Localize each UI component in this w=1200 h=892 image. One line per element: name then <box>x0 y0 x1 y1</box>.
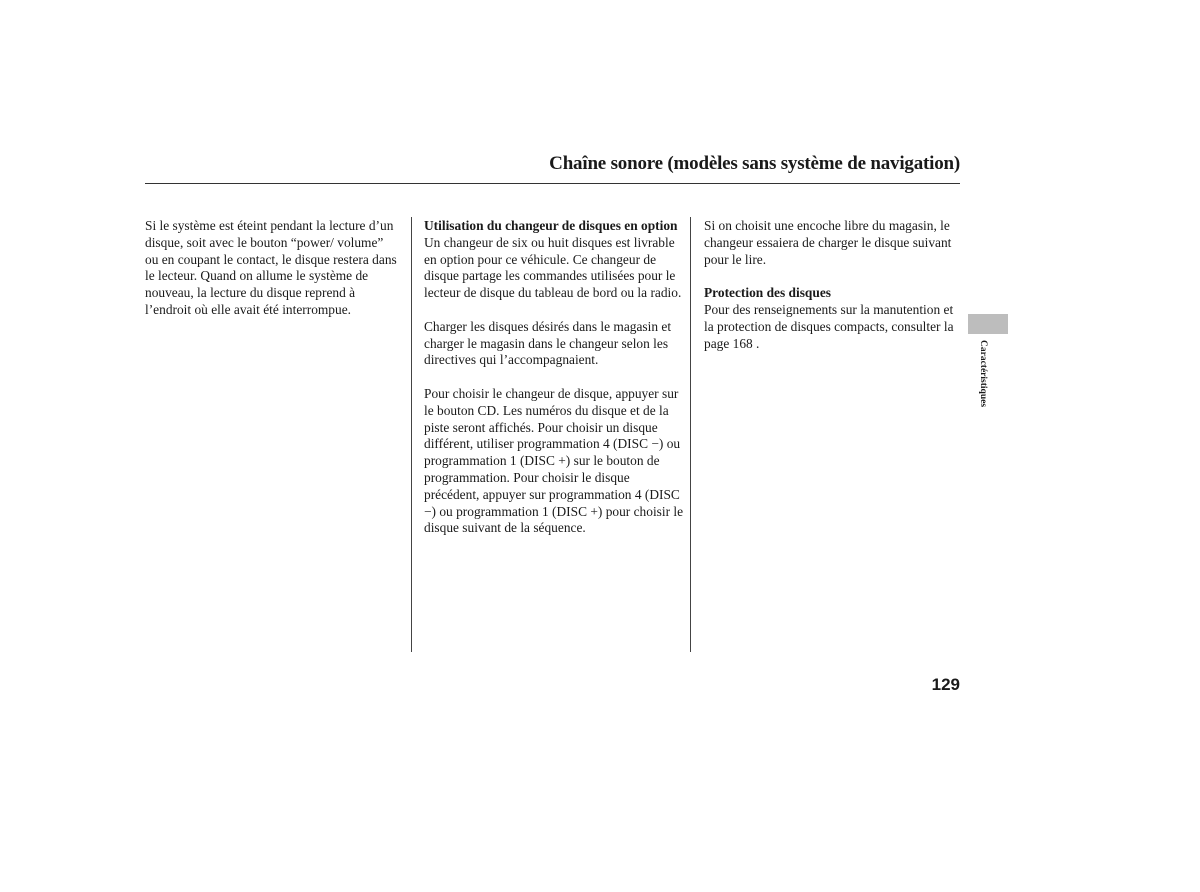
column-3-section <box>704 285 962 352</box>
column-divider-1 <box>411 217 412 652</box>
column-2-paragraph-3: Pour choisir le changeur de disque, appuyer sur le bouton CD. Les numéros du disque et de la piste seront affichés. Pour choisir un disque différent, utiliser programmation 4 (DISC −) ou programmation 1 (DISC +) sur le bouton de programmation. Pour choisir le disque précédent, appuyer sur programmation 4 (DISC −) ou programmation 1 (DISC +) pour choisir le disque suivant de la séquence. <box>424 385 684 536</box>
column-divider-2 <box>690 217 691 652</box>
section-side-label: Caractéristiques <box>978 340 988 408</box>
column-3-paragraph-2: Pour des renseignements sur la manutention et la protection de disques compacts, consulter la page 168 . <box>704 301 954 351</box>
column-2-paragraph-2: Charger les disques désirés dans le magasin et charger le magasin dans le changeur selon les directives qui l’accompagnaient. <box>424 318 672 368</box>
disc-changer-heading: Utilisation du changeur de disques en option <box>424 218 678 233</box>
column-1 <box>145 218 400 336</box>
section-side-tab <box>968 314 1008 334</box>
header-rule <box>145 183 960 184</box>
column-2-paragraph-1: Un changeur de six ou huit disques est livrable en option pour ce véhicule. Ce changeur de disque partage les commandes utilisées pour le lecteur de disque du tableau de bord ou la radio. <box>424 234 682 301</box>
disc-protection-heading: Protection des disques <box>704 285 831 301</box>
column-3-paragraph-1: Si on choisit une encoche libre du magasin, le changeur essaiera de charger le disque suivant pour le lire. <box>704 218 952 267</box>
column-3 <box>704 218 962 369</box>
page-number: 129 <box>931 675 960 694</box>
column-1-paragraph: Si le système est éteint pendant la lecture d’un disque, soit avec le bouton “power/ volume” ou en coupant le contact, le disque restera dans le lecteur. Quand on allume le système de nouveau, la lecture du disque reprend à l’endroit où elle avait été interrompue. <box>145 218 397 317</box>
column-2 <box>424 218 686 554</box>
column-2-section <box>424 218 686 302</box>
page-header-title: Chaîne sonore (modèles sans système de navigation) <box>549 153 960 174</box>
